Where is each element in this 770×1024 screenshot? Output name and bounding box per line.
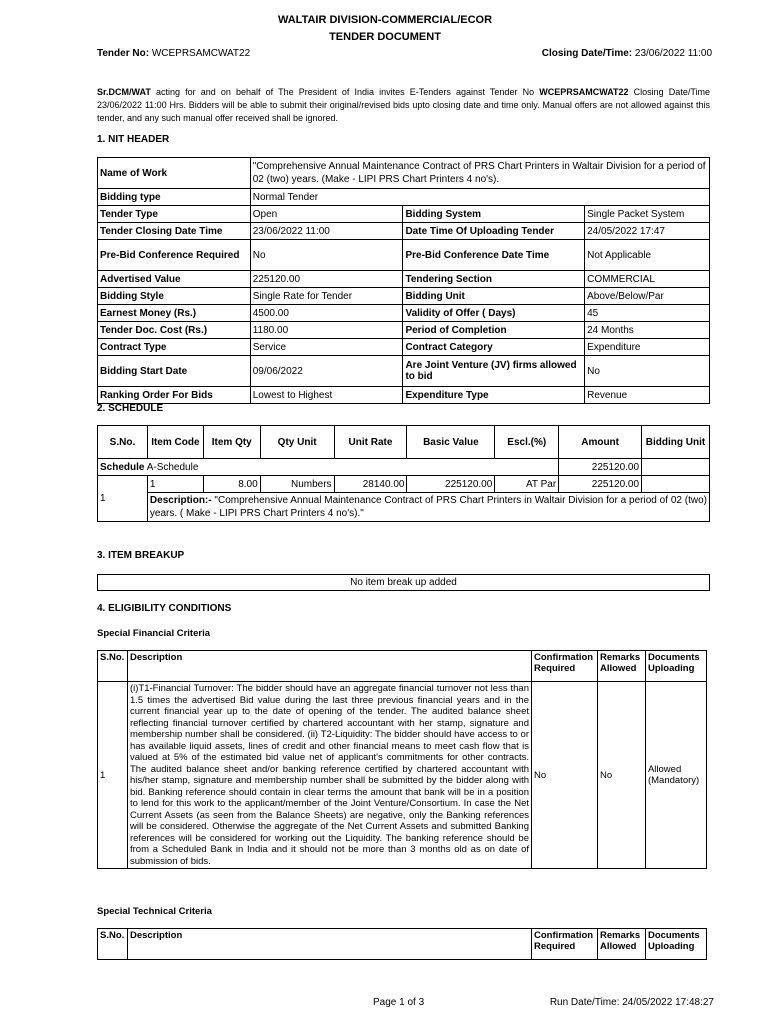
nit-label: Tender Closing Date Time — [98, 223, 251, 240]
section-eligibility: 4. ELIGIBILITY CONDITIONS — [97, 603, 232, 614]
col-qty-unit: Qty Unit — [260, 426, 334, 459]
item-qty: 8.00 — [203, 476, 260, 493]
col-remarks: Remarks Allowed — [597, 929, 645, 960]
closing-date — [542, 48, 712, 59]
nit-label: Bidding Style — [98, 288, 251, 305]
tender-no — [97, 48, 250, 59]
nit-value: Normal Tender — [250, 189, 709, 206]
nit-label: Ranking Order For Bids — [98, 387, 251, 404]
schedule-desc-row — [98, 493, 710, 522]
item-unit: Numbers — [260, 476, 334, 493]
col-description: Description — [127, 929, 531, 960]
schedule-label: Schedule — [100, 461, 145, 473]
nit-label: Date Time Of Uploading Tender — [403, 223, 585, 240]
nit-row — [98, 223, 710, 240]
nit-row — [98, 271, 710, 288]
item-breakup-table — [97, 574, 710, 591]
nit-label: Contract Type — [98, 339, 251, 356]
col-remarks: Remarks Allowed — [597, 651, 645, 682]
closing-label: Closing Date/Time: — [541, 48, 633, 59]
col-confirmation: Confirmation Required — [532, 651, 598, 682]
col-sno: S.No. — [98, 651, 128, 682]
nit-label: Tender Type — [98, 206, 251, 223]
intro-text2: Closing Date/Time 23/06/2022 11:00 Hrs. Bidders will be able to submit their original/revised bids upto closing date and time only. Manual offers are not allowed against this tender, and any such manual offer received shall be ignored. — [97, 87, 710, 123]
nit-row — [98, 339, 710, 356]
col-item-code: Item Code — [147, 426, 203, 459]
col-description: Description — [127, 651, 531, 682]
nit-value: "Comprehensive Annual Maintenance Contract of PRS Chart Printers in Waltair Division for a period of 02 (two) years. (Make - LIPI PRS Chart Printers 4 no's). — [250, 158, 709, 189]
financial-criteria-table — [97, 650, 707, 869]
nit-value: Revenue — [585, 387, 710, 404]
financial-remarks: No — [597, 682, 645, 869]
col-bidding-unit: Bidding Unit — [642, 426, 710, 459]
nit-label: Name of Work — [98, 158, 251, 189]
schedule-total: 225120.00 — [559, 459, 642, 476]
tender-no-label: Tender No: — [97, 48, 150, 59]
nit-value: Service — [250, 339, 403, 356]
nit-value: 24/05/2022 17:47 — [585, 223, 710, 240]
nit-label: Earnest Money (Rs.) — [98, 305, 251, 322]
item-desc-label: Description:- — [149, 495, 212, 506]
item-description — [147, 493, 709, 522]
section-schedule: 2. SCHEDULE — [97, 403, 164, 414]
tender-no-value: WCEPRSAMCWAT22 — [151, 48, 251, 59]
intro-text1: acting for and on behalf of The President of India invites E-Tenders against Tender No — [150, 87, 540, 97]
col-escl: Escl.(%) — [495, 426, 559, 459]
item-sno: 1 — [98, 476, 148, 522]
nit-table — [97, 157, 710, 404]
nit-label: Are Joint Venture (JV) firms allowed to bid — [403, 356, 585, 387]
header-title: WALTAIR DIVISION-COMMERCIAL/ECOR — [277, 14, 493, 26]
nit-label: Bidding Start Date — [98, 356, 251, 387]
nit-value: COMMERCIAL — [585, 271, 710, 288]
nit-value: Not Applicable — [585, 240, 710, 271]
item-breakup-text: No item break up added — [98, 575, 710, 591]
item-bidding-unit — [642, 476, 710, 493]
run-datetime: Run Date/Time: 24/05/2022 17:48:27 — [549, 997, 714, 1008]
schedule-group-row — [98, 459, 710, 476]
nit-value: 09/06/2022 — [250, 356, 403, 387]
nit-label: Validity of Offer ( Days) — [403, 305, 585, 322]
nit-value: No — [585, 356, 710, 387]
nit-label: Expenditure Type — [403, 387, 585, 404]
schedule-name-value: A-Schedule — [146, 461, 199, 473]
section-nit-header: 1. NIT HEADER — [97, 134, 170, 145]
nit-row — [98, 387, 710, 404]
col-item-qty: Item Qty — [203, 426, 260, 459]
schedule-name — [98, 459, 559, 476]
page-number: Page 1 of 3 — [373, 997, 425, 1008]
nit-row — [98, 240, 710, 271]
schedule-item-row — [98, 476, 710, 493]
nit-value: 23/06/2022 11:00 — [250, 223, 403, 240]
intro-bold-start: Sr.DCM/WAT — [97, 87, 151, 97]
nit-row — [98, 356, 710, 387]
nit-row-name-of-work — [98, 158, 710, 189]
nit-label: Contract Category — [403, 339, 585, 356]
nit-row — [98, 189, 710, 206]
special-technical-title: Special Technical Criteria — [97, 906, 212, 917]
financial-description: (i)T1-Financial Turnover: The bidder should have an aggregate financial turnover not less than 1.5 times the advertised Bid value during the last three previous financial years and in the current financial year up to the date of opening of the tender. The audited balance sheet reflecting financial turnover certified by chartered accountant with her stamp, signature and membership number shall be considered. (ii) T2-Liquidity: The bidder should have access to or has available liquid assets, lines of credit and other financial means to meet cash flow that is valued at 5% of the estimated bid value net of applicant's commitments for other contracts. The audited balance sheet and/or banking reference certified by chartered accountant with his/her stamp, signature and membership number shall be submitted by the bidder along with bid. Banking reference should contain in clear terms the amount that bank will be in a position to lend for this work to the applicant/member of the Joint Venture/Consortium. In case the Net Current Assets (as seen from the Balance Sheets) are negative, only the Banking references will be considered. Otherwise the aggregate of the Net Current Assets and submitted Banking references will be considered for working out the Liquidity. The banking reference should be from a Scheduled Bank in India and it should not be more than 3 months old as on date of submission of bids. — [127, 682, 531, 869]
nit-label: Tendering Section — [403, 271, 585, 288]
nit-row — [98, 305, 710, 322]
nit-value: Lowest to Highest — [250, 387, 403, 404]
item-amount: 225120.00 — [559, 476, 642, 493]
financial-row — [98, 682, 707, 869]
nit-label: Period of Completion — [403, 322, 585, 339]
item-escl: AT Par — [495, 476, 559, 493]
col-basic-value: Basic Value — [407, 426, 495, 459]
col-documents: Documents Uploading — [645, 651, 706, 682]
item-desc-text: "Comprehensive Annual Maintenance Contract of PRS Chart Printers in Waltair Division for a period of 02 (two) years. ( Make - LIPI PRS Chart Printers 4 no's)." — [149, 495, 707, 519]
schedule-header-row — [98, 426, 710, 459]
nit-row — [98, 288, 710, 305]
nit-row — [98, 322, 710, 339]
intro-paragraph — [97, 86, 710, 125]
intro-bold-tender: WCEPRSAMCWAT22 — [539, 87, 629, 97]
nit-label: Bidding System — [403, 206, 585, 223]
nit-label: Pre-Bid Conference Required — [98, 240, 251, 271]
nit-value: Single Packet System — [585, 206, 710, 223]
nit-value: Single Rate for Tender — [250, 288, 403, 305]
col-unit-rate: Unit Rate — [334, 426, 407, 459]
nit-label: Bidding type — [98, 189, 251, 206]
item-breakup-row — [98, 575, 710, 591]
item-code: 1 — [147, 476, 203, 493]
col-sno: S.No. — [98, 426, 148, 459]
nit-value: 1180.00 — [250, 322, 403, 339]
financial-sno: 1 — [98, 682, 128, 869]
special-financial-title: Special Financial Criteria — [97, 628, 210, 639]
schedule-empty — [642, 459, 710, 476]
item-rate: 28140.00 — [334, 476, 407, 493]
header-subtitle: TENDER DOCUMENT — [329, 31, 441, 43]
col-sno: S.No. — [98, 929, 128, 960]
col-amount: Amount — [559, 426, 642, 459]
technical-header-row — [98, 929, 707, 960]
nit-label: Advertised Value — [98, 271, 251, 288]
nit-label: Pre-Bid Conference Date Time — [403, 240, 585, 271]
nit-value: 45 — [585, 305, 710, 322]
nit-value: No — [250, 240, 403, 271]
nit-value: Above/Below/Par — [585, 288, 710, 305]
technical-criteria-table — [97, 928, 707, 960]
closing-value: 23/06/2022 11:00 — [634, 48, 712, 59]
nit-value: 225120.00 — [250, 271, 403, 288]
item-basic: 225120.00 — [407, 476, 495, 493]
financial-documents: Allowed (Mandatory) — [645, 682, 706, 869]
nit-label: Bidding Unit — [403, 288, 585, 305]
financial-confirmation: No — [532, 682, 598, 869]
nit-value: 24 Months — [585, 322, 710, 339]
nit-value: 4500.00 — [250, 305, 403, 322]
nit-value: Expenditure — [585, 339, 710, 356]
col-confirmation: Confirmation Required — [532, 929, 598, 960]
nit-label: Tender Doc. Cost (Rs.) — [98, 322, 251, 339]
section-item-breakup: 3. ITEM BREAKUP — [97, 550, 185, 561]
col-documents: Documents Uploading — [645, 929, 706, 960]
nit-value: Open — [250, 206, 403, 223]
schedule-table — [97, 425, 710, 522]
nit-row — [98, 206, 710, 223]
financial-header-row — [98, 651, 707, 682]
